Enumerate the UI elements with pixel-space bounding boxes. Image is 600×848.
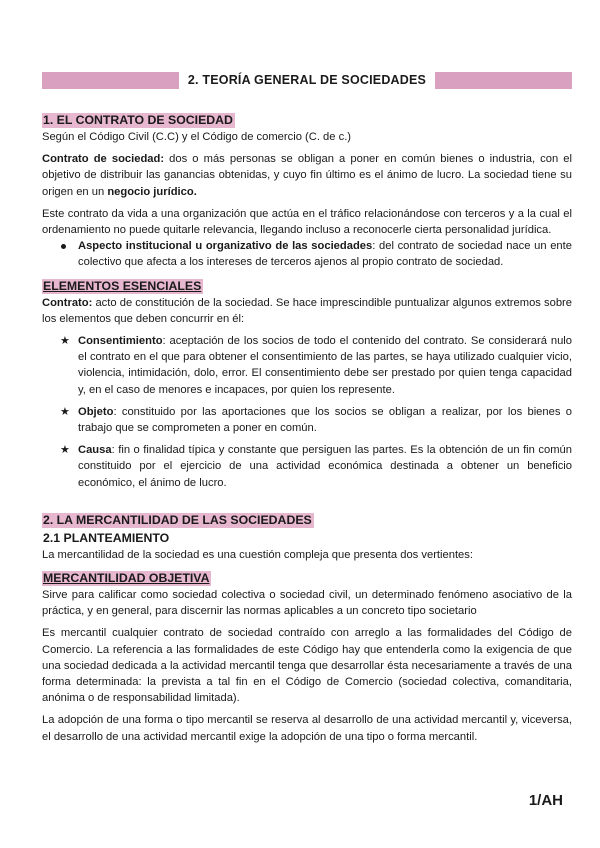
- list-item: [42, 238, 572, 270]
- list-item: [42, 404, 572, 436]
- item-term: Causa: [78, 444, 112, 457]
- institutional-bullet-list: [42, 238, 572, 270]
- item-text: : aceptación de los socios de todo el contenido del contrato. Se considerará nulo el contrato en el que para obtener el consentimiento de las partes, se haya utilizado cualquier vicio, violencia, intimidación, dolo, error. El consentimiento debe ser prestado por quien tenga capacidad y, en el caso de menores e incapaces, por quien los represente.: [78, 335, 572, 396]
- section-2-heading: 2. LA MERCANTILIDAD DE LAS SOCIEDADES: [43, 512, 312, 527]
- item-term: Consentimiento: [78, 335, 163, 348]
- star-icon: ★: [60, 405, 70, 418]
- subsection-2-1-heading: 2.1 PLANTEAMIENTO: [43, 530, 170, 545]
- contrato-label: Contrato:: [42, 296, 93, 309]
- item-term: Objeto: [78, 405, 114, 418]
- page-title: 2. TEORÍA GENERAL DE SOCIEDADES: [187, 73, 427, 87]
- document-page: [42, 70, 572, 745]
- contrato-description: acto de constitución de la sociedad. Se hace imprescindible puntualizar algunos extremos sobre los elementos que deben concurrir en él:: [42, 296, 572, 325]
- item-text: : fin o finalidad típica y constante que persiguen las partes. Es la obtención de un fin común constituido por el ejercicio de una actividad económica destinada a obtener un beneficio económico, el ánimo de lucro.: [78, 444, 572, 489]
- item-text: : constituido por las aportaciones que los socios se obligan a realizar, por los bienes o trabajo que se comprometen a poner en común.: [78, 405, 572, 435]
- title-bar-right: [435, 72, 572, 89]
- contrato-text: dos o más personas se obligan a poner en común bienes o industria, con el objetivo de distribuir las ganancias obtenidas, y cuyo fin último es el ánimo de lucro. La sociedad tiene su origen en un: [42, 153, 572, 198]
- mercantilidad-objetiva-heading: MERCANTILIDAD OBJETIVA: [43, 571, 210, 586]
- star-icon: ★: [60, 335, 70, 348]
- title-bar-left: [42, 72, 179, 89]
- section-1-paragraph-2: Este contrato da vida a una organización que actúa en el tráfico relacionándose con terceros y a la cual el ordenamiento no puede quitarle relevancia, llegando incluso a reconocerle cierta personalidad jurídica.: [42, 207, 572, 237]
- section-1-intro: Según el Código Civil (C.C) y el Código de comercio (C. de c.): [42, 131, 352, 143]
- contrato-paragraph: [42, 295, 572, 327]
- elementos-list: [42, 333, 572, 491]
- star-icon: ★: [60, 444, 70, 457]
- bullet-icon: [61, 244, 66, 249]
- section-2-intro: La mercantilidad de la sociedad es una cuestión compleja que presenta dos vertientes:: [42, 548, 473, 561]
- contrato-definition: [42, 151, 572, 200]
- bullet-text: : del contrato de sociedad nace un ente colectivo que afecta a los intereses de terceros ajenos al propio contrato de sociedad.: [78, 240, 572, 269]
- list-item: [42, 442, 572, 491]
- section-1-heading: 1. EL CONTRATO DE SOCIEDAD: [43, 113, 233, 127]
- list-item: [42, 333, 572, 398]
- negocio-juridico: negocio jurídico.: [107, 185, 197, 198]
- contrato-term: Contrato de sociedad:: [42, 153, 165, 166]
- elementos-heading: ELEMENTOS ESENCIALES: [43, 278, 202, 293]
- bullet-term: Aspecto institucional u organizativo de las sociedades: [78, 240, 373, 253]
- section-2-paragraph-3: La adopción de una forma o tipo mercantil se reserva al desarrollo de una actividad mercantil y, viceversa, el desarrollo de una actividad mercantil exige la adopción de una tipo o forma mercantil.: [42, 714, 572, 743]
- title-row: [42, 70, 572, 90]
- section-2-paragraph-1: Sirve para calificar como sociedad colectiva o sociedad civil, un determinado fenómeno asociativo de la práctica, y en general, para discernir las normas aplicables a un concreto tipo societario: [42, 589, 572, 618]
- page-footer: 1/AH: [528, 792, 563, 809]
- section-2-paragraph-2: Es mercantil cualquier contrato de sociedad contraído con arreglo a las formalidades del Código de Comercio. La referencia a las formalidades de este Código hay que entenderla como la exigencia de que una sociedad dedicada a la actividad mercantil tenga que desarrollar ésta necesariamente a través de una forma determinada: la prevista a tal fin en el Código de Comercio (sociedad colectiva, comanditaria, anónima o de responsabilidad limitada).: [42, 627, 572, 705]
